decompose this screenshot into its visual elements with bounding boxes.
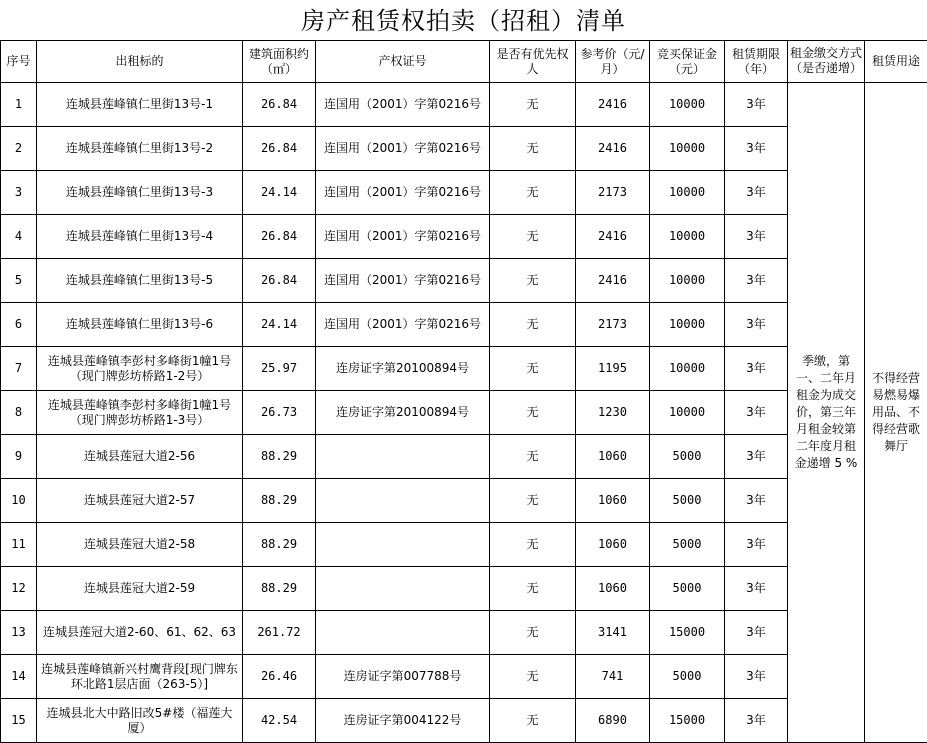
- cell-target: 连城县莲冠大道2-56: [37, 435, 243, 479]
- cell-term: 3年: [725, 435, 788, 479]
- cell-deposit: 5000: [650, 655, 725, 699]
- lease-table: [0, 40, 927, 743]
- cell-no: 10: [1, 479, 37, 523]
- cell-deposit: 15000: [650, 699, 725, 743]
- cell-area: 88.29: [243, 479, 316, 523]
- cell-deposit: 10000: [650, 303, 725, 347]
- header-area: 建筑面积约（㎡）: [243, 41, 316, 83]
- cell-priority: 无: [490, 523, 576, 567]
- cell-deposit: 10000: [650, 259, 725, 303]
- cell-priority: 无: [490, 655, 576, 699]
- cell-term: 3年: [725, 347, 788, 391]
- page-title: 房产租赁权拍卖（招租）清单: [301, 7, 626, 35]
- cell-area: 88.29: [243, 435, 316, 479]
- cell-no: 11: [1, 523, 37, 567]
- cell-target: 连城县莲峰镇李彭村多峰街1幢1号（现门牌彭坊桥路1-2号）: [37, 347, 243, 391]
- cell-term: 3年: [725, 479, 788, 523]
- cell-area: 24.14: [243, 303, 316, 347]
- cell-ref-price: 2416: [576, 215, 650, 259]
- header-payment: [788, 41, 865, 83]
- cell-no: 5: [1, 259, 37, 303]
- cell-target: 连城县莲峰镇新兴村鹰背段[现门牌东环北路1层店面（263-5）]: [37, 655, 243, 699]
- cell-priority: 无: [490, 171, 576, 215]
- cell-ref-price: 2416: [576, 127, 650, 171]
- cell-target: 连城县莲峰镇仁里街13号-4: [37, 215, 243, 259]
- cell-deposit: 5000: [650, 567, 725, 611]
- header-usage: 租赁用途: [865, 41, 927, 83]
- cell-usage-merged: 不得经营易燃易爆用品、不得经营歌舞厅: [865, 83, 927, 743]
- cell-no: 7: [1, 347, 37, 391]
- cell-area: 24.14: [243, 171, 316, 215]
- cell-deposit: 10000: [650, 83, 725, 127]
- header-row: [1, 41, 927, 83]
- cell-target: 连城县莲峰镇李彭村多峰街1幢1号（现门牌彭坊桥路1-3号）: [37, 391, 243, 435]
- cell-area: 88.29: [243, 523, 316, 567]
- cell-cert: 连国用（2001）字第0216号: [316, 303, 490, 347]
- cell-target: 连城县莲冠大道2-59: [37, 567, 243, 611]
- cell-term: 3年: [725, 83, 788, 127]
- cell-cert: [316, 567, 490, 611]
- cell-ref-price: 2173: [576, 171, 650, 215]
- header-term: 租赁期限（年）: [725, 41, 788, 83]
- cell-priority: 无: [490, 567, 576, 611]
- cell-cert: [316, 611, 490, 655]
- cell-no: 4: [1, 215, 37, 259]
- cell-target: 连城县莲峰镇仁里街13号-1: [37, 83, 243, 127]
- cell-cert: 连国用（2001）字第0216号: [316, 127, 490, 171]
- cell-priority: 无: [490, 215, 576, 259]
- cell-priority: 无: [490, 699, 576, 743]
- cell-no: 14: [1, 655, 37, 699]
- cell-priority: 无: [490, 127, 576, 171]
- cell-ref-price: 2416: [576, 83, 650, 127]
- cell-ref-price: 2416: [576, 259, 650, 303]
- cell-term: 3年: [725, 391, 788, 435]
- cell-cert: 连房证字第004122号: [316, 699, 490, 743]
- cell-deposit: 10000: [650, 171, 725, 215]
- cell-area: 26.84: [243, 83, 316, 127]
- cell-area: 26.84: [243, 215, 316, 259]
- cell-ref-price: 1230: [576, 391, 650, 435]
- cell-cert: 连国用（2001）字第0216号: [316, 259, 490, 303]
- cell-ref-price: 1060: [576, 523, 650, 567]
- cell-target: 连城县莲冠大道2-58: [37, 523, 243, 567]
- cell-no: 3: [1, 171, 37, 215]
- cell-ref-price: 2173: [576, 303, 650, 347]
- cell-no: 6: [1, 303, 37, 347]
- cell-no: 12: [1, 567, 37, 611]
- cell-term: 3年: [725, 567, 788, 611]
- cell-no: 13: [1, 611, 37, 655]
- cell-term: 3年: [725, 611, 788, 655]
- cell-target: 连城县莲峰镇仁里街13号-5: [37, 259, 243, 303]
- cell-priority: 无: [490, 303, 576, 347]
- cell-no: 1: [1, 83, 37, 127]
- cell-no: 15: [1, 699, 37, 743]
- cell-deposit: 5000: [650, 479, 725, 523]
- table-row: [1, 83, 927, 127]
- header-priority: 是否有优先权人: [490, 41, 576, 83]
- cell-term: 3年: [725, 655, 788, 699]
- cell-cert: [316, 435, 490, 479]
- cell-term: 3年: [725, 523, 788, 567]
- cell-ref-price: 741: [576, 655, 650, 699]
- cell-priority: 无: [490, 391, 576, 435]
- cell-cert: 连国用（2001）字第0216号: [316, 171, 490, 215]
- cell-term: 3年: [725, 171, 788, 215]
- cell-term: 3年: [725, 127, 788, 171]
- cell-area: 42.54: [243, 699, 316, 743]
- cell-cert: [316, 523, 490, 567]
- cell-priority: 无: [490, 83, 576, 127]
- cell-term: 3年: [725, 699, 788, 743]
- cell-area: 26.84: [243, 127, 316, 171]
- cell-area: 26.46: [243, 655, 316, 699]
- cell-payment-merged: 季缴，第一、二年月租金为成交价，第三年月租金较第二年度月租金递增 5 %: [788, 83, 865, 743]
- header-deposit: 竞买保证金（元）: [650, 41, 725, 83]
- cell-cert: 连房证字第007788号: [316, 655, 490, 699]
- cell-ref-price: 1060: [576, 479, 650, 523]
- cell-area: 88.29: [243, 567, 316, 611]
- header-cert: 产权证号: [316, 41, 490, 83]
- cell-cert: 连房证字第20100894号: [316, 391, 490, 435]
- cell-target: 连城县北大中路旧改5#楼（福莲大厦）: [37, 699, 243, 743]
- cell-deposit: 5000: [650, 523, 725, 567]
- cell-priority: 无: [490, 435, 576, 479]
- cell-deposit: 10000: [650, 391, 725, 435]
- cell-target: 连城县莲峰镇仁里街13号-3: [37, 171, 243, 215]
- header-target: 出租标的: [37, 41, 243, 83]
- cell-deposit: 5000: [650, 435, 725, 479]
- cell-priority: 无: [490, 259, 576, 303]
- cell-deposit: 15000: [650, 611, 725, 655]
- cell-ref-price: 3141: [576, 611, 650, 655]
- cell-target: 连城县莲峰镇仁里街13号-6: [37, 303, 243, 347]
- cell-no: 9: [1, 435, 37, 479]
- cell-cert: [316, 479, 490, 523]
- header-ref-price: 参考价（元/月）: [576, 41, 650, 83]
- cell-priority: 无: [490, 479, 576, 523]
- cell-area: 261.72: [243, 611, 316, 655]
- cell-term: 3年: [725, 303, 788, 347]
- cell-deposit: 10000: [650, 347, 725, 391]
- cell-target: 连城县莲峰镇仁里街13号-2: [37, 127, 243, 171]
- cell-deposit: 10000: [650, 127, 725, 171]
- header-payment-label: 租金缴交方式（是否递增）: [790, 45, 862, 75]
- cell-priority: 无: [490, 611, 576, 655]
- cell-ref-price: 1060: [576, 567, 650, 611]
- cell-cert: 连国用（2001）字第0216号: [316, 215, 490, 259]
- cell-cert: 连国用（2001）字第0216号: [316, 83, 490, 127]
- cell-priority: 无: [490, 347, 576, 391]
- cell-target: 连城县莲冠大道2-57: [37, 479, 243, 523]
- cell-ref-price: 1195: [576, 347, 650, 391]
- cell-deposit: 10000: [650, 215, 725, 259]
- cell-term: 3年: [725, 259, 788, 303]
- cell-area: 26.84: [243, 259, 316, 303]
- cell-ref-price: 6890: [576, 699, 650, 743]
- cell-area: 25.97: [243, 347, 316, 391]
- cell-term: 3年: [725, 215, 788, 259]
- cell-no: 2: [1, 127, 37, 171]
- cell-cert: 连房证字第20100894号: [316, 347, 490, 391]
- cell-ref-price: 1060: [576, 435, 650, 479]
- cell-no: 8: [1, 391, 37, 435]
- cell-area: 26.73: [243, 391, 316, 435]
- header-no: 序号: [1, 41, 37, 83]
- cell-target: 连城县莲冠大道2-60、61、62、63: [37, 611, 243, 655]
